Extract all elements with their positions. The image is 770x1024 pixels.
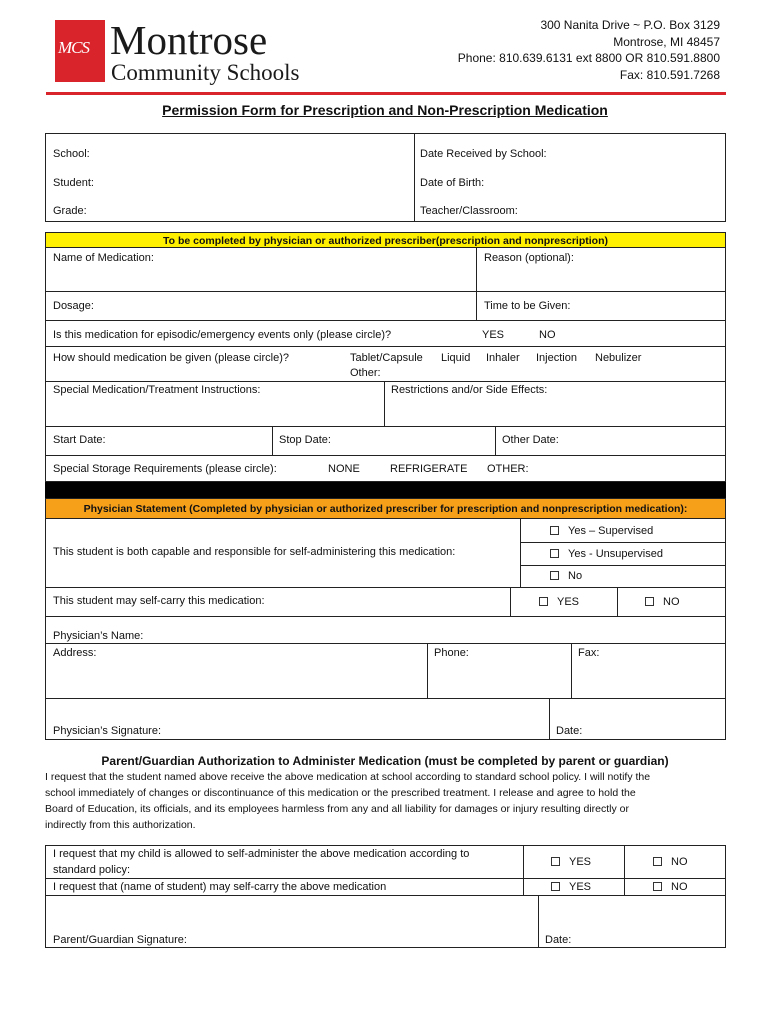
route-nebulizer[interactable]: Nebulizer: [595, 352, 642, 364]
section-divider-bar: [45, 482, 726, 498]
restrictions-field[interactable]: Restrictions and/or Side Effects:: [391, 384, 548, 396]
episodic-no[interactable]: NO: [539, 329, 556, 341]
logo-subtitle: Community Schools: [111, 60, 300, 85]
physician-banner-text: Physician Statement (Completed by physician or authorized prescriber for prescription and nonprescription medication):: [83, 503, 688, 515]
option-label: YES: [569, 856, 592, 868]
checkbox-icon[interactable]: [551, 882, 560, 891]
option-no[interactable]: [550, 570, 582, 583]
start-date-field[interactable]: Start Date:: [53, 434, 106, 446]
time-given-field[interactable]: Time to be Given:: [484, 300, 571, 312]
option-label: Yes - Unsupervised: [568, 548, 663, 560]
checkbox-icon[interactable]: [550, 571, 559, 580]
option-label: NO: [671, 856, 688, 868]
guardian-signature-field[interactable]: Parent/Guardian Signature:: [53, 934, 187, 946]
guardian-paragraph-line4: indirectly from this authorization.: [45, 819, 196, 831]
logo-initials: MCS: [58, 38, 89, 57]
student-info-table: [45, 133, 726, 222]
physician-phone-field[interactable]: Phone:: [434, 647, 469, 659]
self-carry-question: This student may self-carry this medication:: [53, 595, 265, 607]
option-label: NO: [671, 881, 688, 893]
storage-other[interactable]: OTHER:: [487, 463, 529, 475]
header-rule: [46, 92, 726, 95]
guardian-heading: Parent/Guardian Authorization to Administer Medication (must be completed by parent or guardian): [101, 754, 669, 768]
guardian-self-carry-yes[interactable]: [551, 881, 591, 894]
address-line2: Montrose, MI 48457: [613, 35, 720, 49]
self-admin-question: This student is both capable and responsible for self-administering this medication:: [53, 546, 456, 558]
checkbox-icon[interactable]: [653, 857, 662, 866]
storage-refrigerate[interactable]: REFRIGERATE: [390, 463, 468, 475]
route-liquid[interactable]: Liquid: [441, 352, 471, 364]
guardian-paragraph-line2: school immediately of changes or discontinuance of this medication or the prescribed treatment. I release and agree to hold the: [45, 787, 636, 799]
physician-signature-field[interactable]: Physician’s Signature:: [53, 725, 162, 737]
guardian-paragraph-line1: I request that the student named above receive the above medication at school according to standard school policy. I will notify the: [45, 771, 651, 783]
guardian-self-carry: I request that (name of student) may self-carry the above medication: [53, 881, 387, 893]
physician-fax-field[interactable]: Fax:: [578, 647, 600, 659]
physician-address-field[interactable]: Address:: [53, 647, 97, 659]
route-inhaler[interactable]: Inhaler: [486, 352, 520, 364]
page-title: Permission Form for Prescription and Non-Prescription Medication: [162, 102, 608, 118]
option-yes-unsupervised[interactable]: [550, 548, 663, 561]
checkbox-icon[interactable]: [539, 597, 548, 606]
option-label: No: [568, 570, 583, 582]
checkbox-icon[interactable]: [645, 597, 654, 606]
option-label: YES: [569, 881, 592, 893]
option-label: NO: [663, 596, 680, 608]
physician-date-field[interactable]: Date:: [556, 725, 583, 737]
stop-date-field[interactable]: Stop Date:: [279, 434, 331, 446]
checkbox-icon[interactable]: [551, 857, 560, 866]
self-carry-yes[interactable]: [539, 596, 579, 609]
dob-field[interactable]: Date of Birth:: [420, 177, 485, 189]
prescriber-banner-text: To be completed by physician or authorized prescriber(prescription and nonprescription): [163, 235, 608, 247]
student-field[interactable]: Student:: [53, 177, 94, 189]
checkbox-icon[interactable]: [653, 882, 662, 891]
self-carry-no[interactable]: [645, 596, 680, 609]
guardian-self-admin-yes[interactable]: [551, 856, 591, 869]
physician-name-field[interactable]: Physician’s Name:: [53, 630, 144, 642]
guardian-paragraph-line3: Board of Education, its officials, and its employees harmless from any and all liability for damages or injury resulting directly or: [45, 803, 629, 815]
route-injection[interactable]: Injection: [536, 352, 577, 364]
option-label: Yes – Supervised: [568, 525, 654, 537]
checkbox-icon[interactable]: [550, 526, 559, 535]
school-field[interactable]: School:: [53, 148, 90, 160]
guardian-self-admin-line1: I request that my child is allowed to self-administer the above medication according to: [53, 848, 470, 860]
guardian-self-carry-no[interactable]: [653, 881, 688, 894]
logo-mark: [55, 20, 105, 82]
episodic-yes[interactable]: YES: [482, 329, 505, 341]
route-question: How should medication be given (please circle)?: [53, 352, 290, 364]
option-label: YES: [557, 596, 580, 608]
route-other[interactable]: Other:: [350, 367, 381, 379]
episodic-question: Is this medication for episodic/emergency events only (please circle)?: [53, 329, 392, 341]
address-line1: 300 Nanita Drive ~ P.O. Box 3129: [540, 18, 720, 32]
storage-question: Special Storage Requirements (please circle):: [53, 463, 277, 475]
special-instructions-field[interactable]: Special Medication/Treatment Instructions:: [53, 384, 261, 396]
medication-name-field[interactable]: Name of Medication:: [53, 252, 154, 264]
logo-name: Montrose: [110, 17, 268, 63]
guardian-self-admin-no[interactable]: [653, 856, 688, 869]
phone-line: Phone: 810.639.6131 ext 8800 OR 810.591.8800: [457, 51, 720, 65]
guardian-date-field[interactable]: Date:: [545, 934, 572, 946]
dosage-field[interactable]: Dosage:: [53, 300, 94, 312]
guardian-self-admin-line2: standard policy:: [53, 864, 131, 876]
grade-field[interactable]: Grade:: [53, 205, 87, 217]
route-tablet[interactable]: Tablet/Capsule: [350, 352, 423, 364]
storage-none[interactable]: NONE: [328, 463, 360, 475]
reason-field[interactable]: Reason (optional):: [484, 252, 574, 264]
other-date-field[interactable]: Other Date:: [502, 434, 559, 446]
teacher-field[interactable]: Teacher/Classroom:: [420, 205, 518, 217]
option-yes-supervised[interactable]: [550, 525, 653, 538]
checkbox-icon[interactable]: [550, 549, 559, 558]
fax-line: Fax: 810.591.7268: [619, 68, 720, 82]
date-received-field[interactable]: Date Received by School:: [420, 148, 547, 160]
